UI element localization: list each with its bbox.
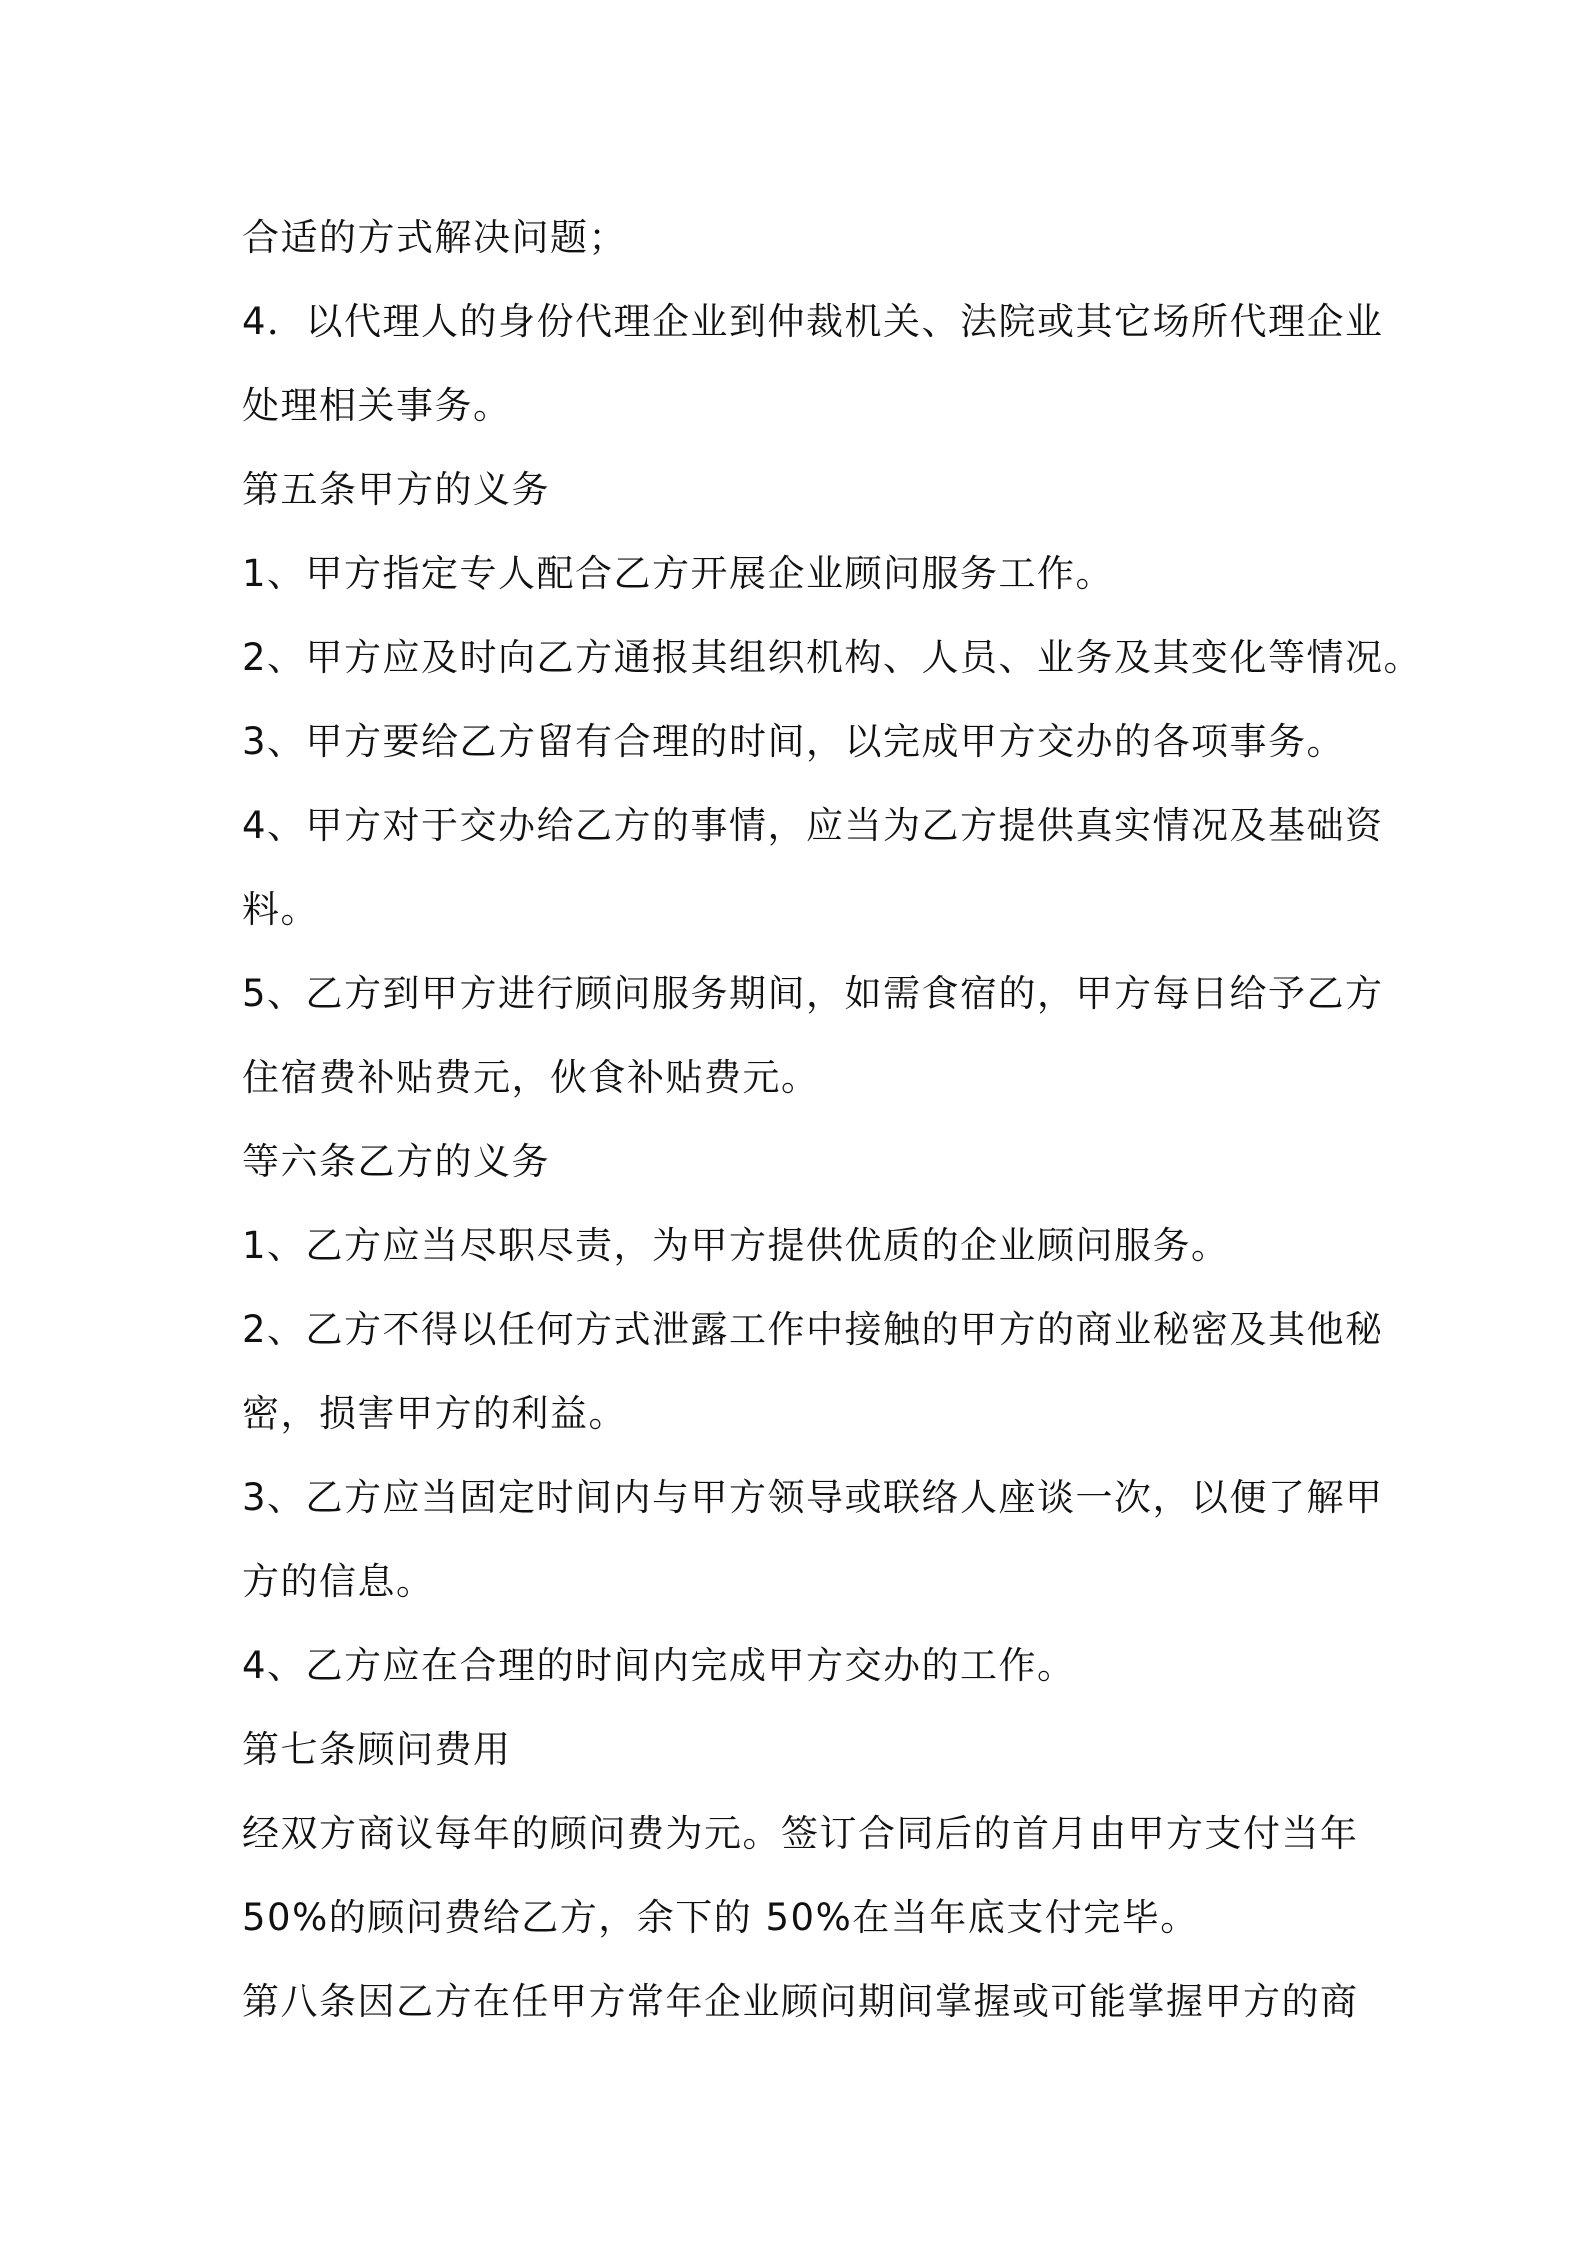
section-heading: 第五条甲方的义务: [242, 468, 550, 511]
text-line: 第八条因乙方在任甲方常年企业顾问期间掌握或可能掌握甲方的商: [242, 1980, 1359, 2023]
text-line: 密，损害甲方的利益。: [242, 1392, 627, 1435]
text-line: 5、乙方到甲方进行顾问服务期间，如需食宿的，甲方每日给予乙方: [242, 972, 1384, 1015]
text-line: 1、甲方指定专人配合乙方开展企业顾问服务工作。: [242, 552, 1115, 595]
text-line: 处理相关事务。: [242, 384, 512, 427]
text-line: 1、乙方应当尽职尽责，为甲方提供优质的企业顾问服务。: [242, 1224, 1230, 1267]
text-line: 3、甲方要给乙方留有合理的时间，以完成甲方交办的各项事务。: [242, 720, 1346, 763]
section-heading: 等六条乙方的义务: [242, 1140, 550, 1183]
text-line: 住宿费补贴费元，伙食补贴费元。: [242, 1056, 820, 1099]
text-line: 方的信息。: [242, 1560, 435, 1603]
text-line: 3、乙方应当固定时间内与甲方领导或联络人座谈一次，以便了解甲: [242, 1476, 1384, 1519]
text-line: 4．以代理人的身份代理企业到仲裁机关、法院或其它场所代理企业: [242, 300, 1384, 343]
text-line: 合适的方式解决问题；: [242, 216, 627, 259]
text-line: 4、甲方对于交办给乙方的事情，应当为乙方提供真实情况及基础资: [242, 804, 1384, 847]
text-line: 50%的顾问费给乙方，余下的 50%在当年底支付完毕。: [242, 1896, 1199, 1939]
text-line: 料。: [242, 888, 319, 931]
text-line: 2、甲方应及时向乙方通报其组织机构、人员、业务及其变化等情况。: [242, 636, 1423, 679]
section-heading: 第七条顾问费用: [242, 1728, 512, 1771]
text-line: 2、乙方不得以任何方式泄露工作中接触的甲方的商业秘密及其他秘: [242, 1308, 1384, 1351]
text-line: 经双方商议每年的顾问费为元。签订合同后的首月由甲方支付当年: [242, 1812, 1359, 1855]
document-body: [242, 196, 1423, 2044]
text-line: 4、乙方应在合理的时间内完成甲方交办的工作。: [242, 1644, 1076, 1687]
